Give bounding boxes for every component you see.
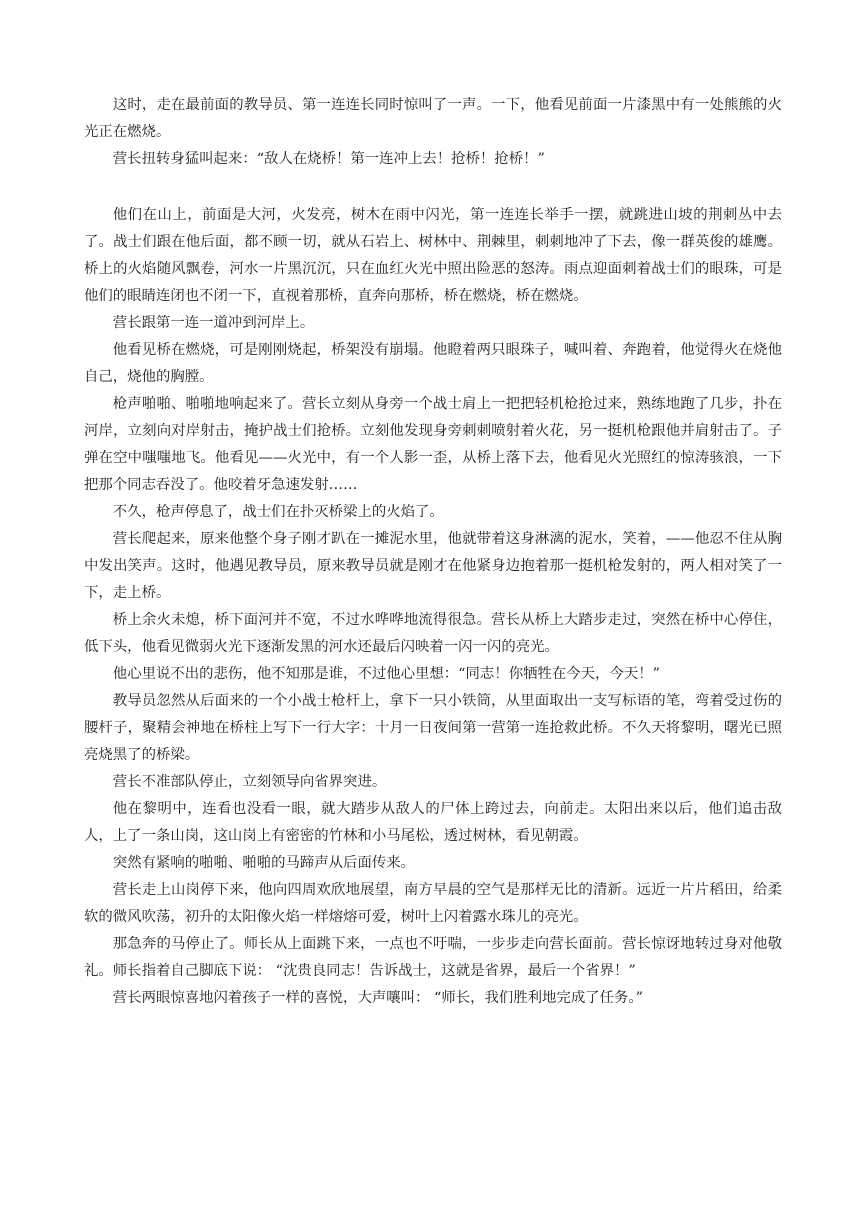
paragraph: 桥上余火未熄，桥下面河并不宽，不过水哗哗地流得很急。营长从桥上大踏步走过，突然在桥中心停住，低下头，他看见微弱火光下逐渐发黑的河水还最后闪映着一闪一闪的亮光。 — [84, 612, 782, 655]
paragraph: 这时，走在最前面的教导员、第一连连长同时惊叫了一声。一下，他看见前面一片漆黑中有一处熊熊的火光正在燃烧。 — [84, 97, 782, 140]
paragraph: 营长爬起来，原来他整个身子刚才趴在一摊泥水里，他就带着这身淋漓的泥水，笑着，——他忍不住从胸中发出笑声。这时，他遇见教导员，原来教导员就是刚才在他紧身边抱着那一挺机枪发射的，两人相对笑了一下，走上桥。 — [84, 531, 782, 601]
paragraph: 他看见桥在燃烧，可是刚刚烧起，桥架没有崩塌。他瞪着两只眼珠子，喊叫着、奔跑着，他觉得火在烧他自己，烧他的胸膛。 — [84, 342, 782, 385]
paragraph: 枪声啪啪、啪啪地响起来了。营长立刻从身旁一个战士肩上一把把轻机枪抢过来，熟练地跑了几步，扑在河岸，立刻向对岸射击，掩护战士们抢桥。立刻他发现身旁刺刺喷射着火花，另一挺机枪跟他并肩射击了。子弹在空中嗤嗤地飞。他看见——火光中，有一个人影一歪，从桥上落下去，他看见火光照红的惊涛骇浪，一下把那个同志吞没了。他咬着牙急速发射…… — [84, 396, 782, 493]
paragraph: 不久，枪声停息了，战士们在扑灭桥梁上的火焰了。 — [112, 504, 444, 520]
paragraph: 营长走上山岗停下来，他向四周欢欣地展望，南方早晨的空气是那样无比的清新。远近一片片稻田，给柔软的微风吹荡，初升的太阳像火焰一样熔熔可爱，树叶上闪着露水珠儿的亮光。 — [84, 882, 782, 925]
paragraph: 教导员忽然从后面来的一个小战士枪杆上，拿下一只小铁筒，从里面取出一支写标语的笔，弯着受过伤的腰杆子，聚精会神地在桥柱上写下一行大字：十月一日夜间第一营第一连抢救此桥。不久天将黎明，曙光已照亮烧黑了的桥梁。 — [84, 693, 782, 763]
paragraph: 营长不准部队停止，立刻领导向省界突进。 — [112, 774, 387, 790]
paragraph: 他心里说不出的悲伤，他不知那是谁，不过他心里想：“同志！你牺牲在今天，今天！” — [112, 666, 660, 682]
article-body — [84, 92, 782, 1012]
paragraph: 突然有紧响的啪啪、啪啪的马蹄声从后面传来。 — [112, 855, 416, 871]
paragraph: 营长跟第一连一道冲到河岸上。 — [112, 315, 315, 331]
paragraph: 那急奔的马停止了。师长从上面跳下来，一点也不吁喘，一步步走向营长面前。营长惊讶地转过身对他敬礼。师长指着自己脚底下说： “沈贵良同志！告诉战士，这就是省界，最后一个省界！” — [84, 936, 782, 979]
paragraph: 营长扭转身猛叫起来：“敌人在烧桥！第一连冲上去！抢桥！抢桥！” — [112, 151, 545, 167]
paragraph: 他在黎明中，连看也没看一眼，就大踏步从敌人的尸体上跨过去，向前走。太阳出来以后，他们追击敌人，上了一条山岗，这山岗上有密密的竹林和小马尾松，透过树林，看见朝霞。 — [84, 801, 782, 844]
paragraph: 营长两眼惊喜地闪着孩子一样的喜悦，大声嚷叫： “师长，我们胜利地完成了任务。” — [112, 990, 643, 1006]
paragraph: 他们在山上，前面是大河，火发亮，树木在雨中闪光，第一连连长举手一摆，就跳进山坡的荆刺丛中去了。战士们跟在他后面，都不顾一切，就从石岩上、树林中、荆棘里，刺刺地冲了下去，像一群英俊的雄鹰。桥上的火焰随风飘卷，河水一片黑沉沉，只在血红火光中照出险恶的怒涛。雨点迎面刺着战士们的眼珠，可是他们的眼睛连闭也不闭一下，直视着那桥，直奔向那桥，桥在燃烧，桥在燃烧。 — [84, 207, 782, 304]
